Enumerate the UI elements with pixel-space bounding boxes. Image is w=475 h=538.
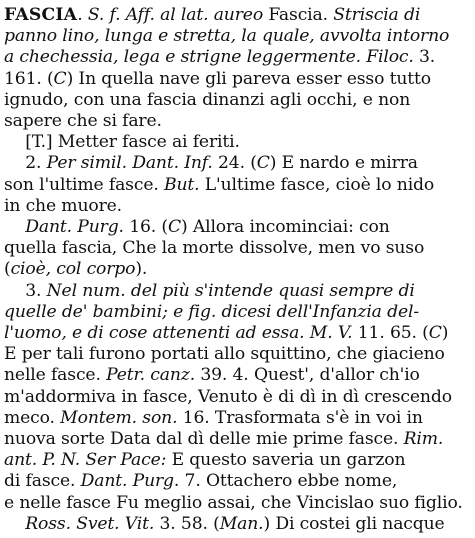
italic-text: Rim. <box>403 429 444 449</box>
entry-text: 2. <box>4 153 47 174</box>
entry-text: E questo saveria un garzon <box>166 450 406 471</box>
entry-text: ). <box>135 259 148 280</box>
italic-text: C <box>256 153 270 174</box>
entry-line <box>4 512 445 537</box>
italic-text: ant. P. N. Ser Pace: <box>4 450 167 471</box>
entry-text: ) Di costei gli nacque <box>263 513 445 534</box>
entry-text: 16. ( <box>123 217 168 237</box>
entry-text: 39. 4. Quest', d'allor ch'io <box>195 365 420 386</box>
entry-text: ( <box>4 259 11 280</box>
entry-text: 7. Ottachero ebbe nome, <box>179 471 398 492</box>
entry-text: L'ultime fasce, cioè lo nido <box>199 174 435 195</box>
entry-text: 3. <box>4 280 47 301</box>
entry-text: m'addormiva in fasce, Venuto è di dì in dì crescendo <box>4 386 452 407</box>
italic-text: C <box>428 323 442 343</box>
italic-text: cioè, col corpo <box>10 259 136 280</box>
italic-text: Ross. Svet. Vit. <box>25 513 155 534</box>
entry-text <box>4 217 25 237</box>
entry-text: ) <box>441 323 449 343</box>
italic-text: But. <box>163 174 200 195</box>
entry-text: nuova sorte Data dal dì delle mie prime fasce. <box>4 429 404 449</box>
italic-text: Nel num. del più s'intende quasi sempre di <box>46 280 415 301</box>
italic-text: l'uomo, e di cose attenenti ad essa. M. V. <box>4 323 353 343</box>
italic-text: Striscia di <box>333 5 421 25</box>
entry-text <box>4 514 25 534</box>
italic-text: Montem. son. <box>60 407 178 428</box>
entry-text: in che muore. <box>4 195 122 216</box>
entry-text: 16. Trasformata s'è in voi in <box>177 407 423 428</box>
entry-text: . <box>77 5 88 25</box>
italic-text: Per simil. Dant. Inf. <box>46 153 213 174</box>
italic-text: a chechessia, lega e strigne leggermente. Filoc. <box>4 47 414 68</box>
entry-text: ignudo, con una fascia dinanzi agli occhi, e non <box>4 89 411 110</box>
italic-text: Man. <box>219 513 264 534</box>
headword: FASCIA <box>4 5 78 25</box>
italic-text: Dant. Purg. <box>25 217 124 237</box>
entry-text: meco. <box>4 407 61 428</box>
entry-text: 11. 65. ( <box>352 323 429 343</box>
italic-text: Petr. canz. <box>106 365 196 386</box>
italic-text: C <box>167 217 181 237</box>
italic-text: panno lino, lunga e stretta, la quale, avvolta intorno <box>4 26 450 47</box>
entry-text: nelle fasce. <box>4 365 107 386</box>
italic-text: S. f. Aff. <box>87 5 155 25</box>
italic-text: quelle de' bambini; e fig. dicesi dell'Infanzia del- <box>4 301 419 322</box>
entry-text: 3. 58. ( <box>154 513 220 534</box>
entry-text: 161. ( <box>4 68 54 89</box>
italic-text: Dant. Purg. <box>80 471 180 492</box>
entry-text: E per tali furono portati allo squittino, che giacieno <box>4 344 445 365</box>
entry-text: Fascia. <box>263 5 334 25</box>
entry-text: sapere che si fare. <box>4 111 162 131</box>
entry-text: 3. <box>413 47 436 68</box>
entry-text: ) E nardo e mirra <box>269 153 418 174</box>
entry-text: ) In quella nave gli pareva esser esso tutto <box>66 68 432 89</box>
italic-text: C <box>53 68 67 89</box>
entry-text: [T.] Metter fasce ai feriti. <box>4 132 240 153</box>
entry-text: 24. ( <box>212 153 257 174</box>
italic-text: al lat. aureo <box>160 5 264 25</box>
entry-text: e nelle fasce Fu meglio assai, che Vincislao suo figlio. <box>4 492 463 513</box>
entry-text: quella fascia, Che la morte dissolve, men vo suso <box>4 238 425 259</box>
entry-text: son l'ultime fasce. <box>4 174 164 195</box>
entry-text: di fasce. <box>4 471 81 492</box>
entry-text: ) Allora incominciai: con <box>180 217 390 237</box>
